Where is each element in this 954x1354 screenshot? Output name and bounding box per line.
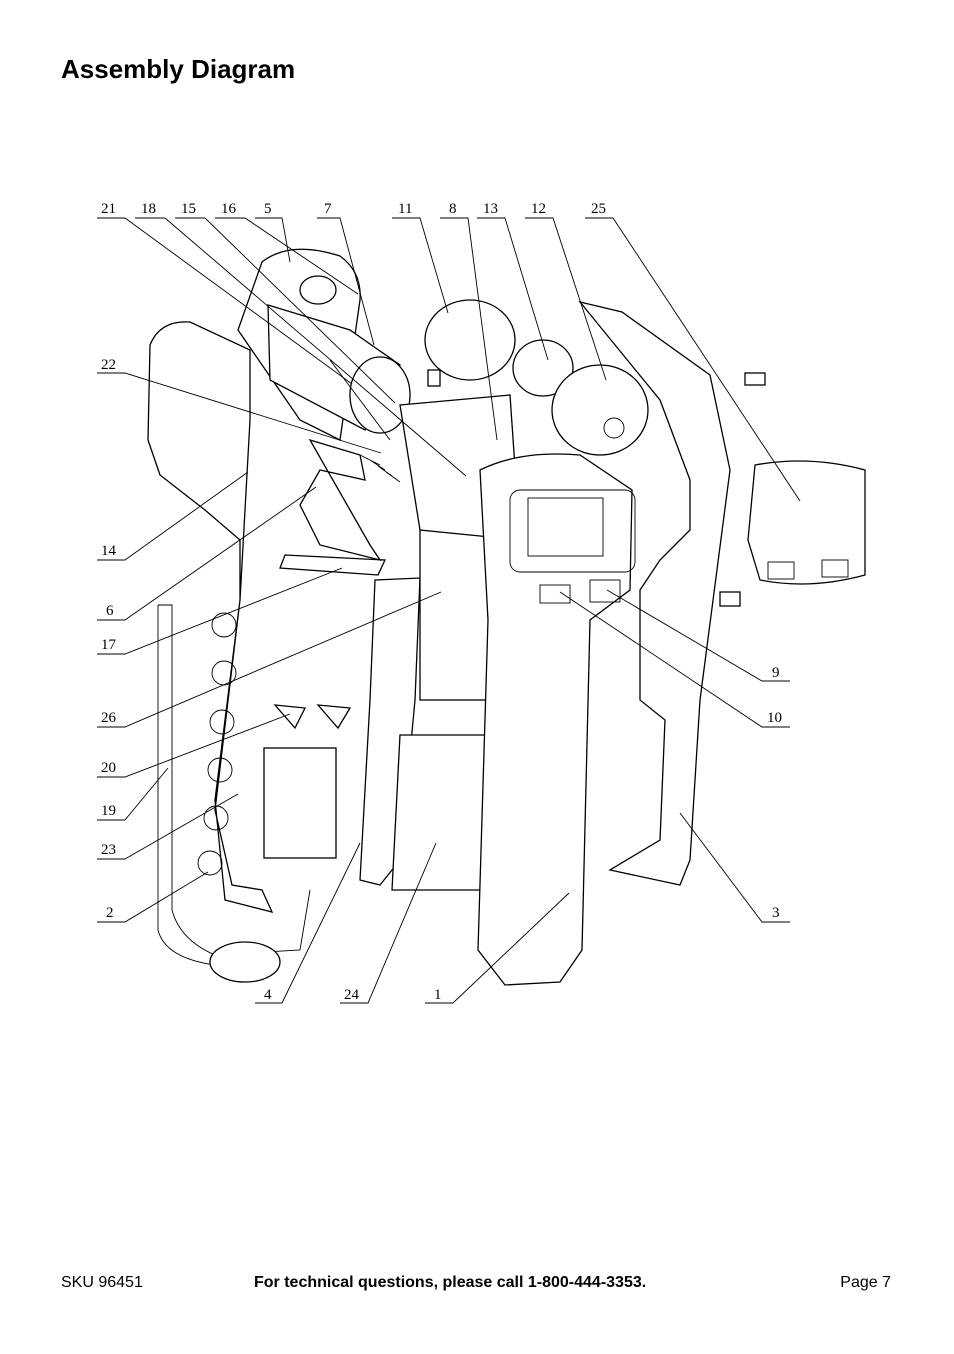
part-drawings [148,249,865,985]
callout-11: 11 [398,201,413,217]
footer-sku: SKU 96451 [61,1274,143,1291]
callout-17: 17 [101,637,116,653]
callout-5: 5 [264,201,272,217]
callout-6: 6 [106,603,114,619]
callout-1: 1 [434,987,442,1003]
callout-15: 15 [181,201,196,217]
callout-23: 23 [101,842,116,858]
callout-12: 12 [531,201,546,217]
callout-25: 25 [591,201,606,217]
callout-22: 22 [101,357,116,373]
callout-4: 4 [264,987,272,1003]
footer-page-number: Page 7 [840,1274,891,1291]
callout-14: 14 [101,543,116,559]
callout-2: 2 [106,905,114,921]
callout-13: 13 [483,201,498,217]
callout-7: 7 [324,201,332,217]
page-title: Assembly Diagram [61,54,296,84]
callout-20: 20 [101,760,116,776]
callout-10: 10 [767,710,782,726]
footer-support-phone: For technical questions, please call 1-800-444-3353. [254,1274,647,1291]
callout-3: 3 [772,905,780,921]
callout-8: 8 [449,201,457,217]
callout-18: 18 [141,201,156,217]
callout-26: 26 [101,710,116,726]
callout-24: 24 [344,987,359,1003]
callout-21: 21 [101,201,116,217]
callout-19: 19 [101,803,116,819]
callout-9: 9 [772,665,780,681]
callout-16: 16 [221,201,236,217]
